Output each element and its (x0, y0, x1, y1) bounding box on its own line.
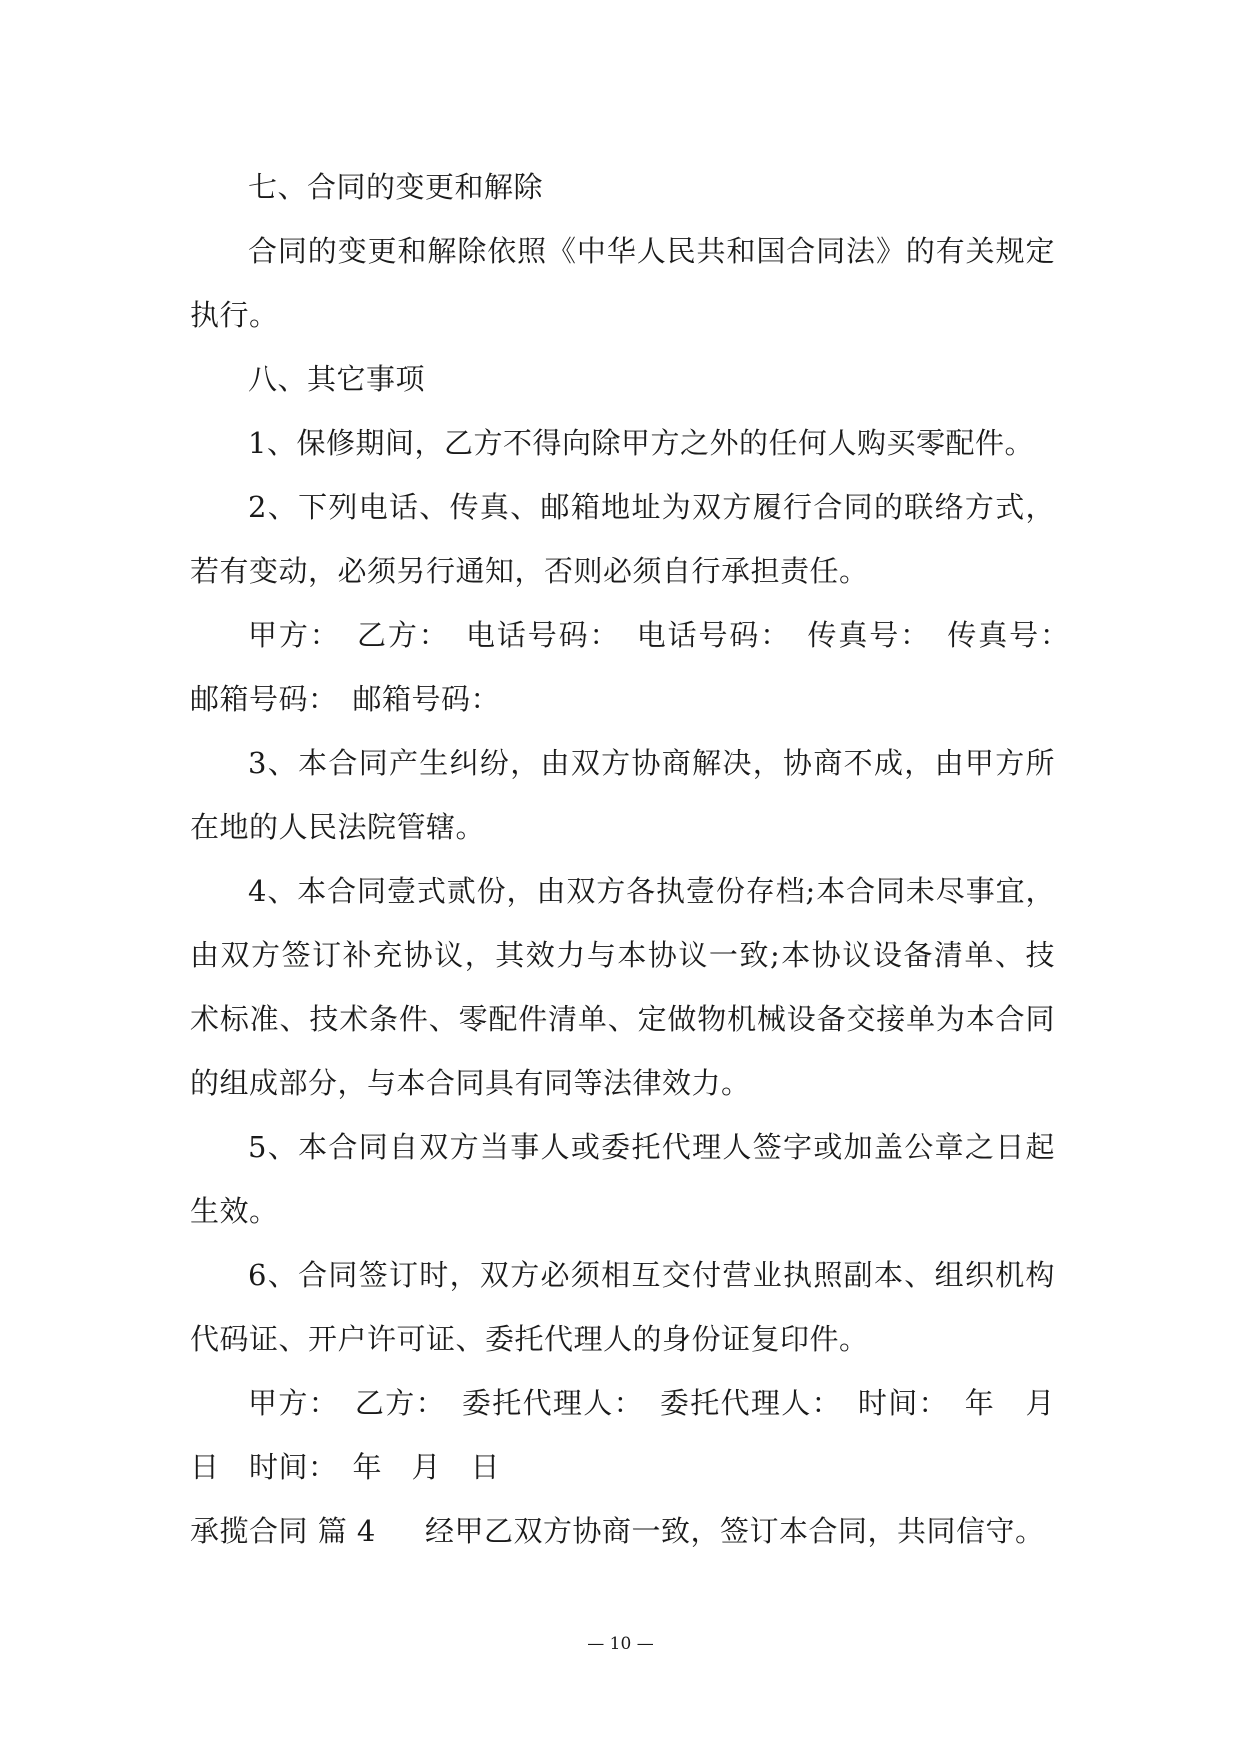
section-heading-other-matters: 八、其它事项 (248, 362, 426, 396)
contract-section-heading (190, 1499, 1055, 1563)
contract-intro-text: 经甲乙双方协商一致，签订本合同，共同信守。 (425, 1514, 1045, 1548)
clause-4: 4、本合同壹式贰份，由双方各执壹份存档;本合同未尽事宜，由双方签订补充协议，其效力与本协议一致;本协议设备清单、技术标准、技术条件、零配件清单、定做物机械设备交接单为本合同的组成部分，与本合同具有同等法律效力。 (190, 874, 1055, 1100)
clause-1: 1、保修期间，乙方不得向除甲方之外的任何人购买零配件。 (248, 426, 1034, 460)
signature-fields: 甲方： 乙方： 委托代理人： 委托代理人： 时间： 年 月 日 时间： 年 月 日 (190, 1386, 1085, 1484)
paragraph-change-termination: 合同的变更和解除依照《中华人民共和国合同法》的有关规定执行。 (190, 234, 1055, 332)
section-heading-change-termination: 七、合同的变更和解除 (248, 170, 544, 204)
page-number: — 10 — (587, 1634, 654, 1654)
contract-title: 承揽合同 篇 4 (190, 1514, 376, 1548)
clause-6: 6、合同签订时，双方必须相互交付营业执照副本、组织机构代码证、开户许可证、委托代理人的身份证复印件。 (190, 1258, 1055, 1356)
clause-5: 5、本合同自双方当事人或委托代理人签字或加盖公章之日起生效。 (190, 1130, 1055, 1228)
clause-2: 2、下列电话、传真、邮箱地址为双方履行合同的联络方式，若有变动，必须另行通知，否则必须自行承担责任。 (190, 490, 1055, 588)
clause-3: 3、本合同产生纠纷，由双方协商解决，协商不成，由甲方所在地的人民法院管辖。 (190, 746, 1055, 844)
document-body (190, 155, 1085, 1563)
contact-info-fields: 甲方： 乙方： 电话号码： 电话号码： 传真号： 传真号： 邮箱号码： 邮箱号码： (190, 618, 1085, 716)
